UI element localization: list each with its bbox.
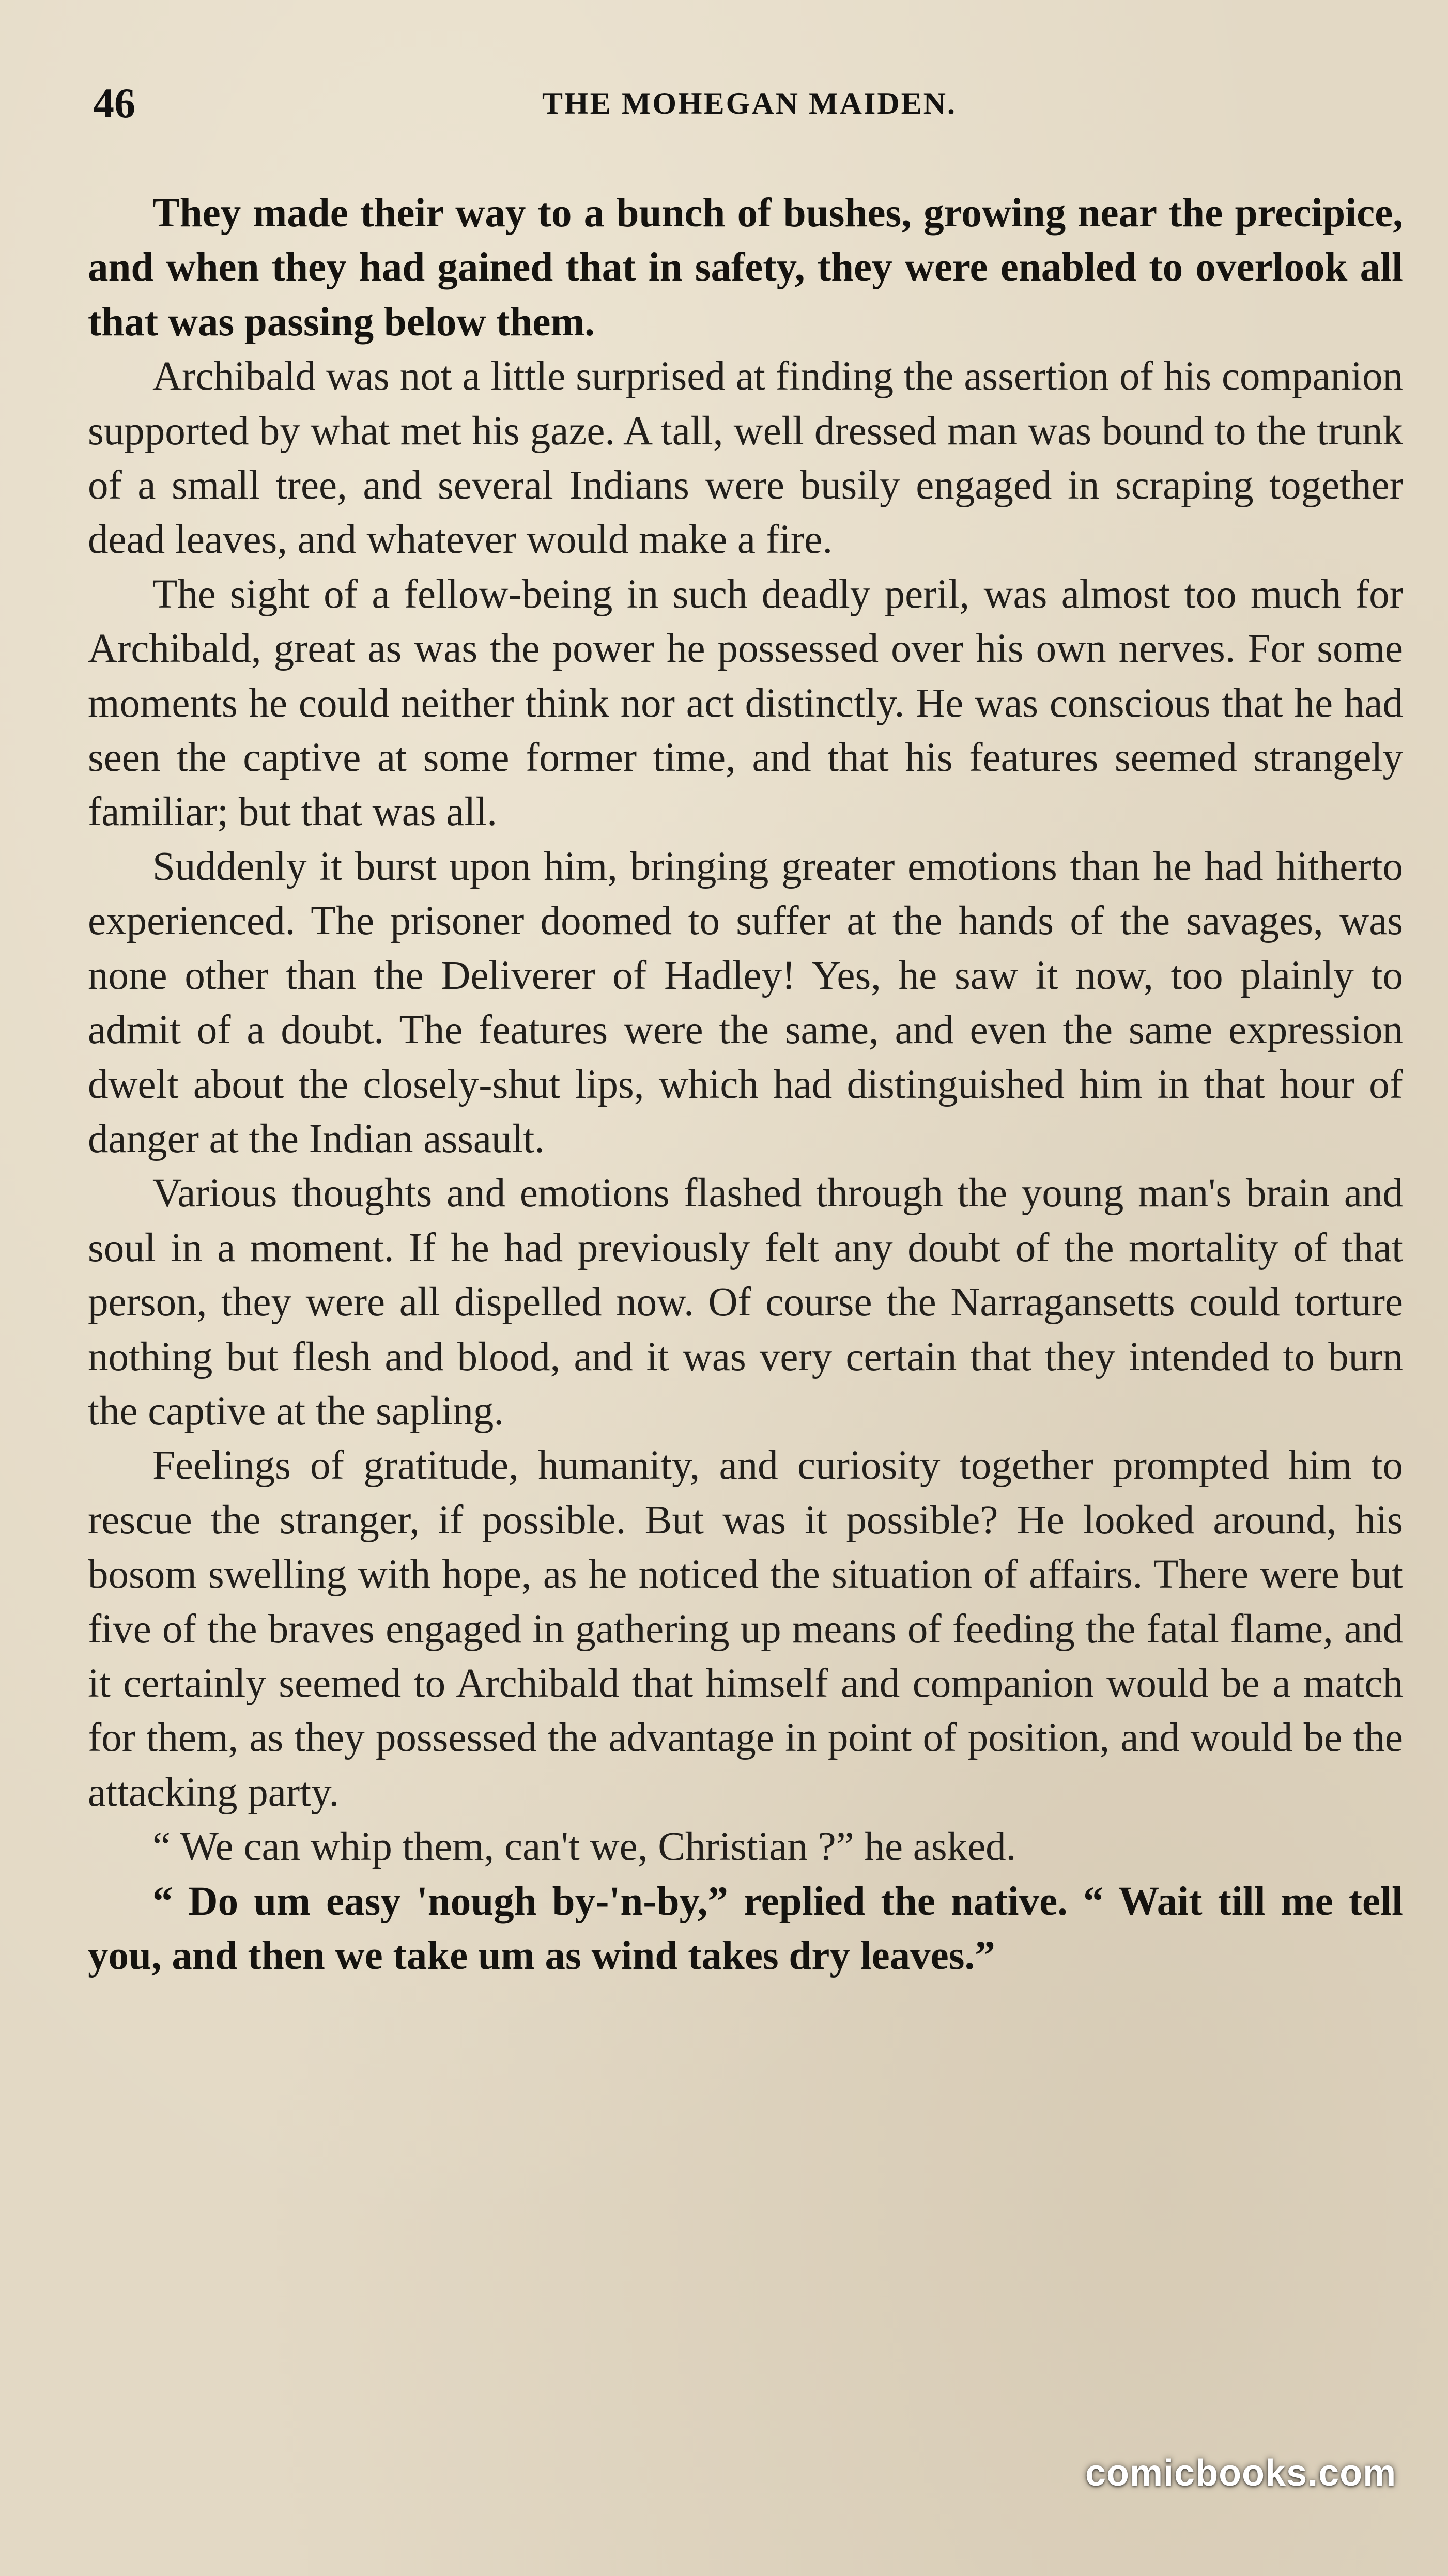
page-header: [93, 77, 1406, 129]
paragraph: Archibald was not a little surprised at finding the assertion of his companion supported by what met his gaze. A tall, well dressed man was bound to the trunk of a small tree, and several Indians were busily engaged in scraping together dead leaves, and whatever would make a fire.: [88, 354, 1403, 563]
paragraph: Various thoughts and emotions flashed through the young man's brain and soul in a moment. If he had previously felt any doubt of the mortality of that person, they were all dispelled now. Of course the Narragansetts could torture nothing but flesh and blood, and it was very certain that they intended to burn the captive at the sapling.: [88, 1171, 1403, 1434]
watermark: comicbooks.com: [1085, 2453, 1397, 2494]
page-number: 46: [93, 80, 135, 127]
paragraph: The sight of a fellow-being in such deadly peril, was almost too much for Archibald, great as was the power he possessed over his own nerves. For some moments he could neither think nor act distinctly. He was conscious that he had seen the captive at some former time, and that his features seemed strangely familiar; but that was all.: [88, 571, 1403, 835]
dialogue-paragraph: “ Do um easy 'nough by-'n-by,” replied the native. “ Wait till me tell you, and then we take um as wind takes dry leaves.”: [88, 1879, 1403, 1978]
running-head: THE MOHEGAN MAIDEN.: [542, 86, 957, 120]
paragraph: Feelings of gratitude, humanity, and curiosity together prompted him to rescue the stranger, if possible. But was it possible? He looked around, his bosom swelling with hope, as he noticed the situation of affairs. There were but five of the braves engaged in gathering up means of feeding the fatal flame, and it certainly seemed to Archibald that himself and companion would be a match for them, as they possessed the advantage in point of position, and would be the attacking party.: [88, 1443, 1403, 1815]
paragraph: They made their way to a bunch of bushes, growing near the precipice, and when they had gained that in safety, they were enabled to overlook all that was passing below them.: [88, 191, 1403, 345]
dialogue-paragraph: “ We can whip them, can't we, Christian ?” he asked.: [152, 1824, 1016, 1870]
paragraph: Suddenly it burst upon him, bringing greater emotions than he had hitherto experienced. The prisoner doomed to suffer at the hands of the savages, was none other than the Deliverer of Hadley! Yes, he saw it now, too plainly to admit of a doubt. The features were the same, and even the same expression dwelt about the closely-shut lips, which had distinguished him in that hour of danger at the Indian assault.: [88, 844, 1403, 1161]
body-text: [88, 186, 1403, 1983]
